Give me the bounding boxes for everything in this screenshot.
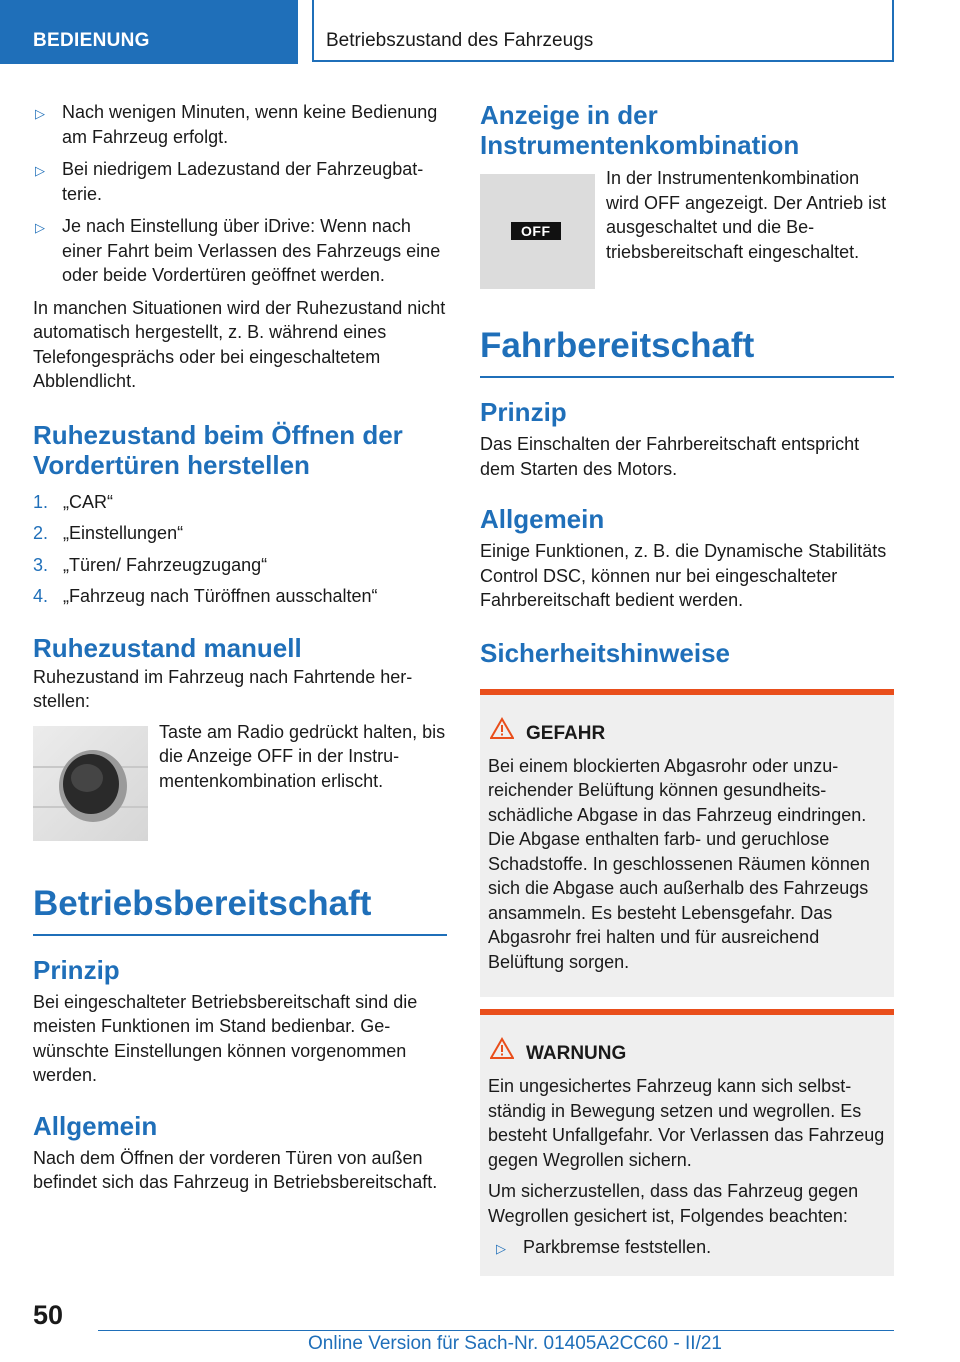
page-number: 50 (33, 1300, 64, 1330)
header-topic-box (312, 0, 894, 62)
danger-box (480, 689, 894, 998)
heading-anzeige: Anzeige in der Instrumentenkombination (480, 100, 800, 160)
right-column (480, 100, 894, 1276)
list-item: ▷ Parkbremse feststellen. (494, 1235, 886, 1260)
list-item: 3. „Türen/ Fahrzeugzugang“ (33, 554, 268, 575)
off-display-row (480, 168, 894, 290)
list-item: 4. „Fahrzeug nach Türöffnen ausschalten“ (33, 586, 378, 606)
list-item: ▷ Bei niedrigem Ladezustand der Fahrzeugbatterie. (35, 159, 424, 204)
paragraph: In manchen Situationen wird der Ruhezustand nicht automatisch hergestellt, z. B. während eines Telefongesprächs oder bei eingeschaltetem Abblendlicht. (33, 297, 446, 391)
danger-title: GEFAHR (488, 717, 886, 746)
knob-instruction: Taste am Radio gedrückt halten, bis die Anzeige OFF in der Instrumentenkombination erlischt. (159, 721, 446, 791)
warning-title: WARNUNG (488, 1037, 886, 1066)
footer-version: Online Version für Sach-Nr. 01405A2CC60 - II/21 (308, 1333, 723, 1354)
paragraph: Ruhezustand im Fahrzeug nach Fahrtende herstellen: (33, 666, 413, 711)
warning-box (480, 1009, 894, 1276)
instrument-display-image (480, 174, 595, 289)
header-topic-label: Betriebszustand des Fahrzeugs (326, 30, 594, 51)
heading-fahrbereitschaft: Fahrbereitschaft (480, 324, 894, 378)
radio-knob-image (33, 726, 148, 841)
left-column (33, 100, 447, 1203)
triangle-bullet-icon: ▷ (35, 163, 45, 178)
paragraph: Nach dem Öffnen der vorderen Türen von außen befindet sich das Fahrzeug in Betriebsbereitschaft. (33, 1147, 438, 1192)
footer-divider (98, 1330, 894, 1331)
heading-allgemein: Allgemein (480, 504, 605, 534)
off-badge: OFF (511, 222, 561, 240)
paragraph: Einige Funktionen, z. B. die Dynamische Stabilitäts Control DSC, können nur bei eingeschalteter Fahrbereitschaft bedient werden. (480, 541, 887, 610)
list-item: 1. „CAR“ (33, 491, 113, 512)
list-item: ▷ Nach wenigen Minuten, wenn keine Bedienung am Fahrzeug erfolgt. (35, 102, 438, 147)
list-item: 2. „Einstellungen“ (33, 523, 184, 543)
anzeige-description: In der Instrumentenkombination wird OFF angezeigt. Der Antrieb ist ausgeschaltet und die Betriebsbereitschaft eingeschaltet. (606, 168, 887, 262)
list-item: ▷ Je nach Einstellung über iDrive: Wenn nach einer Fahrt beim Verlassen des Fahrzeugs eine oder beide Vordertüren geöffnet werden. (35, 216, 441, 285)
warning-text: Ein ungesichertes Fahrzeug kann sich selbstständig in Bewegung setzen und wegrollen. Es besteht Unfallgefahr. Vor Verlassen das Fahrzeug gegen Wegrollen sichern. (488, 1076, 885, 1170)
heading-prinzip: Prinzip (33, 954, 120, 985)
knob-icon (33, 726, 148, 841)
triangle-bullet-icon: ▷ (496, 1241, 506, 1256)
danger-text: Bei einem blockierten Abgasrohr oder unzureichender Belüftung können gesundheitsschädliche Abgase in das Fahrzeug eindringen. Die Abgase enthalten farb- und geruchlose Schadstoffe. In geschlossenen Räumen können sich die Abgase auch außerhalb des Fahrzeugs ansammeln. Es besteht Lebensgefahr. Das Abgasrohr frei halten und für ausreichend Belüftung sorgen. (488, 755, 870, 972)
knob-figure-row (33, 721, 447, 844)
paragraph: Bei eingeschalteter Betriebsbereitschaft sind die meisten Funktionen im Stand bedienbar. Gewünschte Einstellungen können vorgenommen werden. (33, 991, 418, 1085)
paragraph: Das Einschalten der Fahrbereitschaft entspricht dem Starten des Motors. (480, 434, 860, 479)
warning-text: Um sicherzustellen, dass das Fahrzeug gegen Wegrollen gesichert ist, Folgendes beachten: (488, 1181, 859, 1226)
heading-allgemein: Allgemein (33, 1110, 158, 1141)
heading-ruhezustand-manuell: Ruhezustand manuell (33, 632, 302, 663)
header-section-label: BEDIENUNG (33, 30, 150, 51)
warning-triangle-icon (490, 717, 518, 746)
heading-ruhezustand-oeffnen: Ruhezustand beim Öffnen der Vordertüren herstellen (33, 419, 403, 480)
header-section-tab (0, 0, 298, 64)
heading-betriebsbereitschaft: Betriebsbereitschaft (33, 882, 447, 936)
heading-prinzip: Prinzip (480, 397, 567, 427)
warning-triangle-icon (490, 1037, 518, 1066)
heading-sicherheitshinweise: Sicherheitshinweise (480, 637, 730, 668)
triangle-bullet-icon: ▷ (35, 106, 45, 121)
triangle-bullet-icon: ▷ (35, 220, 45, 235)
